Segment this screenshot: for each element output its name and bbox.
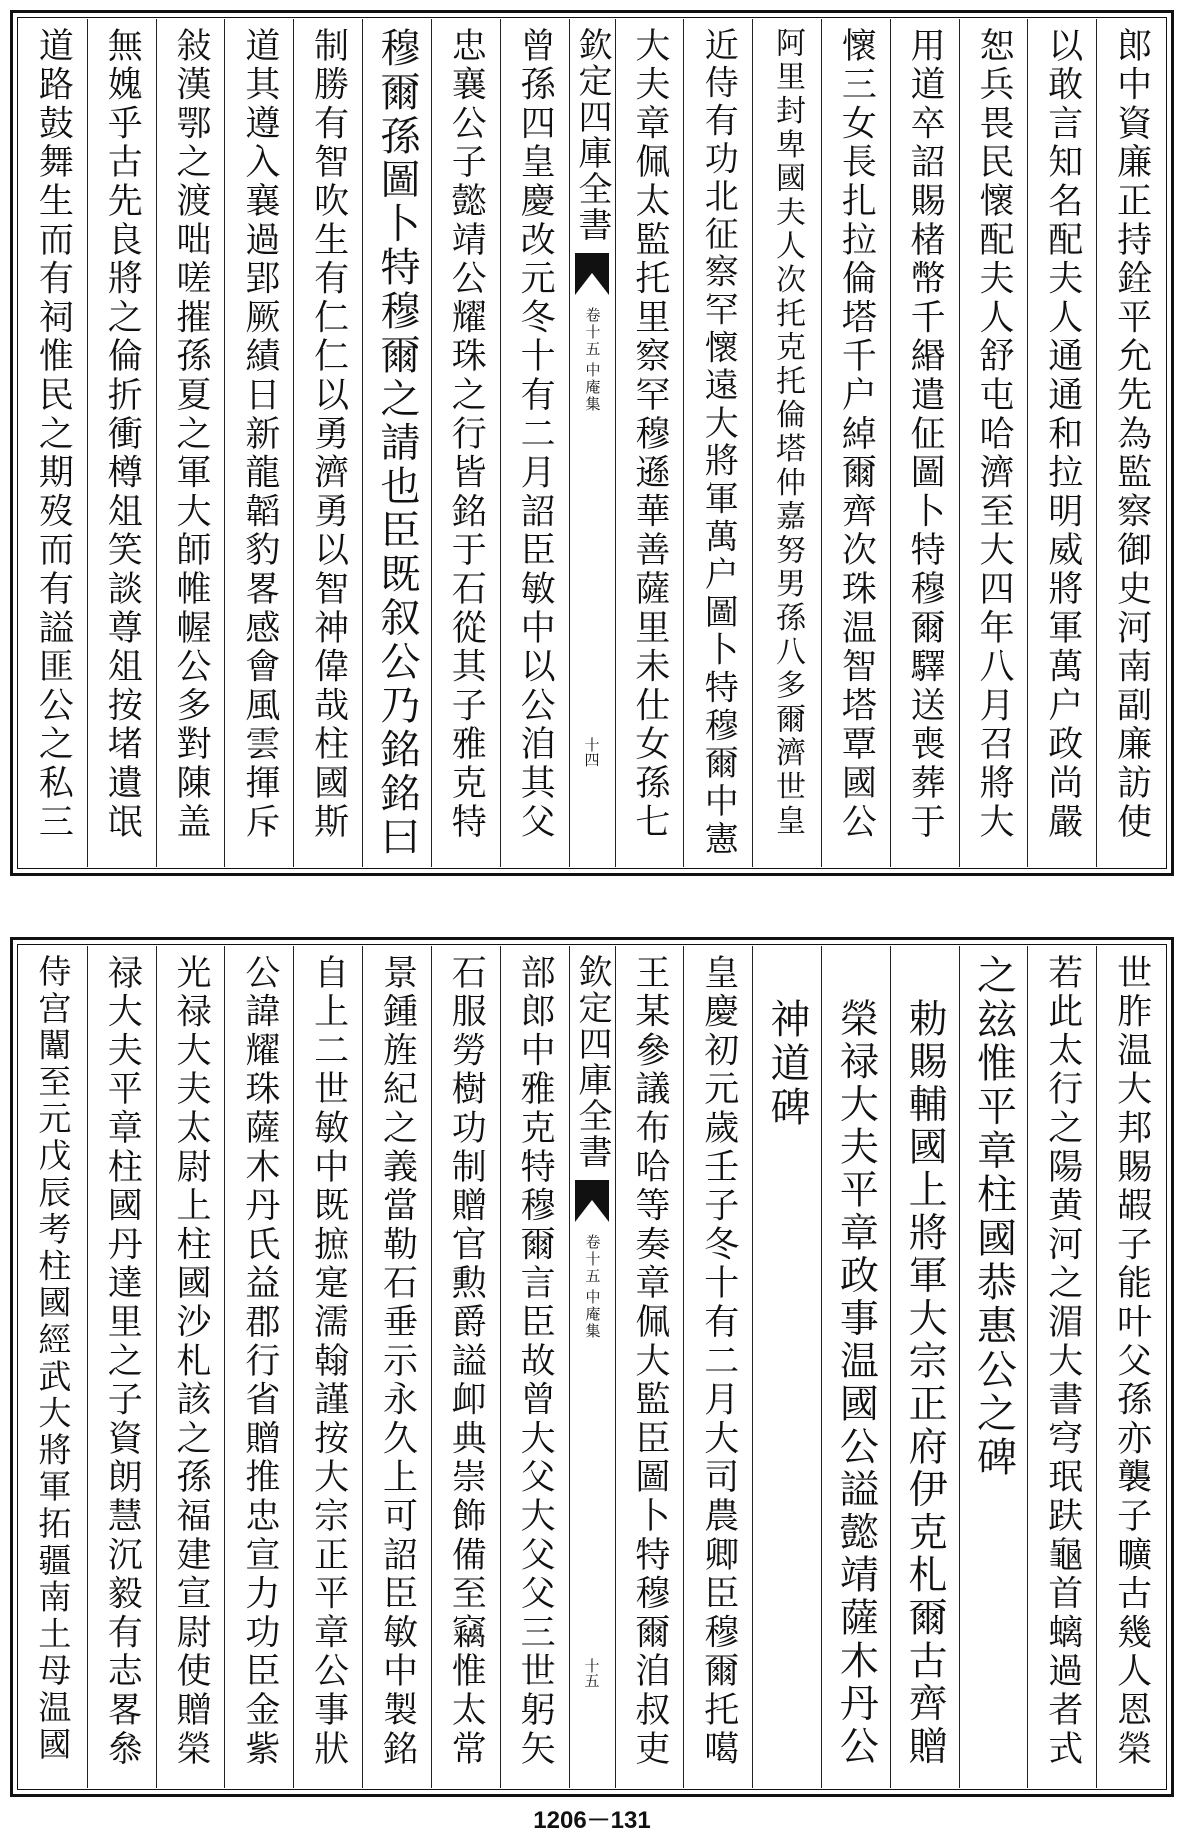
column-text: 勅賜輔國上將軍大宗正府伊克札爾古齊贈: [902, 998, 948, 1769]
column-text: 景鍾旌紀之義當勒石垂示永久上可詔臣敏中製銘: [377, 954, 418, 1769]
text-column: [19, 946, 87, 1788]
book-name: 中庵集: [583, 362, 602, 413]
text-column: [959, 19, 1028, 867]
lower-page: [10, 937, 1174, 1797]
text-column: [890, 946, 959, 1788]
text-column: [500, 946, 569, 1788]
fishtail-mark-icon: [573, 251, 611, 297]
text-column: [959, 946, 1028, 1788]
column-text: 曾孫四皇慶改元冬十有二月詔臣敏中以公洎其父: [515, 27, 556, 842]
column-text: 石服勞樹功制贈官勲爵謚卹典崇飾備至竊惟太常: [446, 954, 487, 1769]
center-fold-margin: [569, 946, 615, 1788]
text-column: [615, 19, 684, 867]
running-head-info: [585, 1234, 600, 1340]
column-text: 道其遵入襄過郢厥績日新龍韜豹畧感會風雲揮斥: [239, 27, 280, 842]
column-text: 道路鼓舞生而有祠惟民之期歿而有謚匪公之私三: [33, 27, 74, 842]
running-head-title: 欽定四庫全書: [572, 27, 612, 243]
page-number-footer: 1206－131: [533, 1807, 651, 1834]
column-text: 世胙温大邦賜嘏子能叶父孫亦襲子曠古幾人恩榮: [1111, 954, 1152, 1769]
text-column: [431, 946, 500, 1788]
column-text: 無媿乎古先良將之倫折衝樽俎笑談尊俎按堵遺氓: [102, 27, 143, 842]
column-text: 若此太行之陽黄河之湄大書穹珉趺龜首螭過者式: [1042, 954, 1083, 1769]
text-column: [431, 19, 500, 867]
text-column: [224, 946, 293, 1788]
column-text: 恕兵畏民懷配夫人舒屯哈濟至大四年八月召將大: [973, 27, 1014, 842]
column-text: 大夫章佩太監托里察罕穆遜華善薩里未仕女孫七: [629, 27, 670, 842]
column-text: 懷三女長扎拉倫塔千户綽爾齊次珠温智塔覃國公: [836, 27, 877, 842]
column-text: 禄大夫平章柱國丹達里之子資朗慧沉毅有志畧叅: [102, 954, 143, 1769]
text-column: [87, 946, 156, 1788]
column-text: 王某參議布哈等奏章佩大監臣圖卜特穆爾洎叔吏: [629, 954, 670, 1769]
column-text: 之玆惟平章柱國恭惠公之碑: [970, 954, 1017, 1480]
leaf-number: 十四: [582, 737, 601, 767]
column-text: 侍宫闈至元戊辰考柱國經武大將軍拓疆南土母温國: [33, 954, 73, 1764]
text-columns: [19, 19, 1165, 867]
book-name: 中庵集: [583, 1289, 602, 1340]
text-column: [821, 946, 890, 1788]
text-column: [1027, 946, 1096, 1788]
column-text: 穆爾孫圖卜特穆爾之請也臣既叙公乃銘銘曰: [373, 27, 420, 860]
column-text: 榮禄大夫平章政事温國公謚懿靖薩木丹公: [833, 998, 879, 1769]
juan-number: 卷十五: [583, 1234, 602, 1285]
text-column: [752, 19, 821, 867]
leaf-number: 十五: [582, 1658, 601, 1688]
text-column: [19, 19, 87, 867]
text-column: [1027, 19, 1096, 867]
text-column: [615, 946, 684, 1788]
text-column: [156, 946, 225, 1788]
fishtail-mark-icon: [573, 1178, 611, 1224]
text-column: [87, 19, 156, 867]
upper-page: [10, 10, 1174, 876]
text-column: [293, 946, 362, 1788]
column-text: 光禄大夫太尉上柱國沙札該之孫福建宣尉使贈榮: [171, 954, 212, 1769]
text-column: [224, 19, 293, 867]
column-text: 神道碑: [764, 998, 811, 1130]
column-text: 公諱耀珠薩木丹氏益郡行省贈推忠宣力功臣金紫: [239, 954, 280, 1769]
column-text: 以敢言知名配夫人通通和拉明威將軍萬户政尚嚴: [1042, 27, 1083, 842]
column-text: 用道卒詔賜楮幣千緡遣佂圖卜特穆爾驛送喪葬于: [905, 27, 946, 842]
text-column: [890, 19, 959, 867]
text-column: [500, 19, 569, 867]
text-column: [683, 19, 752, 867]
text-column: [683, 946, 752, 1788]
column-text: 敍漢鄂之渡咄嗟摧孫夏之軍大師帷幄公多對陳盖: [171, 27, 212, 842]
text-column: [362, 19, 431, 867]
running-head-info: [585, 307, 600, 413]
text-columns: [19, 946, 1165, 1788]
column-text: 近侍有功北征察罕懷遠大將軍萬户圖卜特穆爾中憲: [698, 27, 739, 859]
juan-number: 卷十五: [583, 307, 602, 358]
column-text: 部郎中雅克特穆爾言臣故曾大父大父父三世躬矢: [515, 954, 556, 1769]
running-head-title: 欽定四庫全書: [572, 954, 612, 1170]
text-column: [821, 19, 890, 867]
text-column: [752, 946, 821, 1788]
center-fold-margin: [569, 19, 615, 867]
column-text: 阿里封卑國夫人次托克托倫塔仲嘉努男孫八多爾濟世皇: [770, 27, 806, 839]
text-column: [1096, 19, 1165, 867]
text-column: [1096, 946, 1165, 1788]
column-text: 制勝有智吹生有仁仁以勇濟勇以智神偉哉柱國斯: [308, 27, 349, 842]
text-column: [156, 19, 225, 867]
column-text: 自上二世敏中既摭寔濡翰謹按大宗正平章公事狀: [308, 954, 349, 1769]
column-text: 皇慶初元歲壬子冬十有二月大司農卿臣穆爾托噶: [698, 954, 739, 1769]
column-text: 郎中資廉正持銓平允先為監察御史河南副廉訪使: [1111, 27, 1152, 842]
column-text: 忠襄公子懿靖公耀珠之行皆銘于石從其子雅克特: [446, 27, 487, 842]
text-column: [362, 946, 431, 1788]
text-column: [293, 19, 362, 867]
